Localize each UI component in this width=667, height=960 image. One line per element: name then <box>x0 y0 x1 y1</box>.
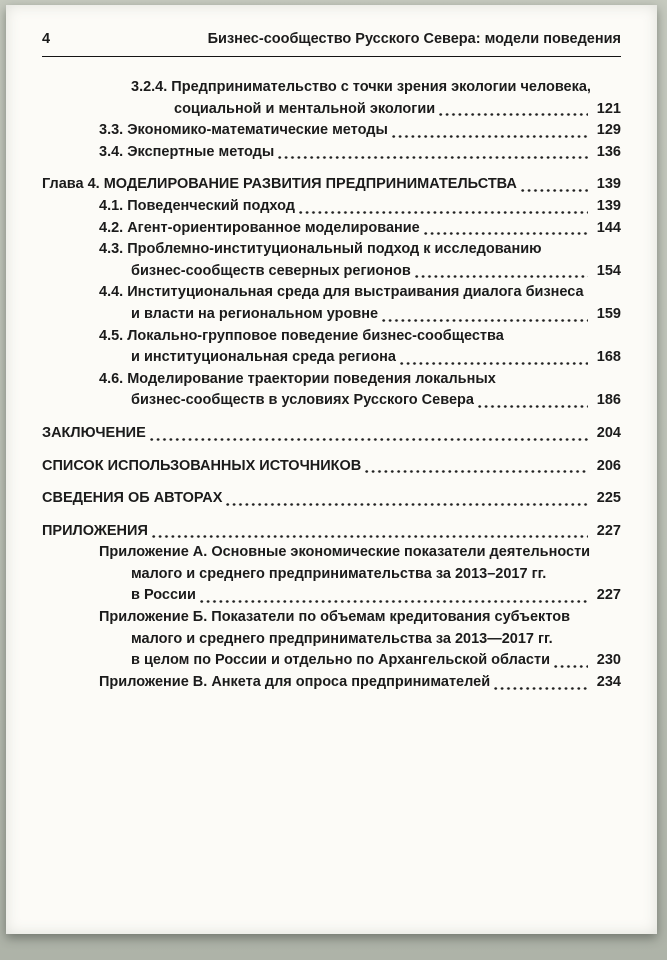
dot-leader <box>439 113 588 116</box>
toc-entry-text: 4.6. Моделирование траектории поведения локальных <box>99 370 496 387</box>
toc-entry-text: Приложение В. Анкета для опроса предпринимателей <box>99 673 491 690</box>
toc-entry-line <box>42 542 621 564</box>
dot-leader <box>400 362 588 365</box>
toc-entry-line <box>42 347 621 369</box>
toc-entry-line <box>42 650 621 672</box>
toc-entry-text: в России <box>131 587 196 604</box>
running-head: Бизнес-сообщество Русского Севера: модели поведения <box>207 31 621 47</box>
toc-page-ref: 144 <box>596 219 621 236</box>
toc-entry-text: 3.4. Экспертные методы <box>99 143 275 160</box>
toc-entry <box>42 456 621 478</box>
toc-entry-line <box>42 120 621 142</box>
toc-page-ref: 139 <box>596 176 621 193</box>
dot-leader <box>521 189 588 192</box>
toc-page-ref: 227 <box>596 587 621 604</box>
toc-entry-line <box>42 423 621 445</box>
toc-entry <box>42 239 621 282</box>
toc-entry-text: Глава 4. МОДЕЛИРОВАНИЕ РАЗВИТИЯ ПРЕДПРИНИМАТЕЛЬСТВА <box>42 176 517 193</box>
toc-entry <box>42 282 621 325</box>
toc-entry-text: бизнес-сообществ в условиях Русского Севера <box>131 392 474 409</box>
toc-entry-line <box>42 629 621 651</box>
book-page <box>6 5 657 934</box>
toc-entry-line <box>42 521 621 543</box>
toc-entry-line <box>42 142 621 164</box>
toc-entry-text: 4.3. Проблемно-институциональный подход к исследованию <box>99 241 542 258</box>
toc-page-ref: 206 <box>596 457 621 474</box>
dot-leader <box>278 156 588 159</box>
dot-leader <box>299 211 588 214</box>
toc-entry <box>42 326 621 369</box>
toc-page-ref: 227 <box>596 522 621 539</box>
toc-entry-line <box>42 672 621 694</box>
dot-leader <box>200 600 588 603</box>
toc-entry-line <box>42 304 621 326</box>
toc-entry <box>42 120 621 142</box>
toc-entry-line <box>42 488 621 510</box>
toc-entry-text: малого и среднего предпринимательства за 2013–2017 гг. <box>131 565 547 582</box>
page-number: 4 <box>42 31 51 47</box>
toc-entry-text: социальной и ментальной экологии <box>174 100 436 117</box>
dot-leader <box>554 665 588 668</box>
toc-entry <box>42 488 621 510</box>
toc-entry-line <box>42 390 621 412</box>
dot-leader <box>415 275 588 278</box>
toc-page-ref: 139 <box>596 197 621 214</box>
page-header <box>42 31 621 56</box>
toc-entry-line <box>42 585 621 607</box>
toc-entry <box>42 142 621 164</box>
toc-entry <box>42 672 621 694</box>
toc-entry-line <box>42 282 621 304</box>
toc-page-ref: 230 <box>596 652 621 669</box>
toc-entry-line <box>42 607 621 629</box>
toc-page-ref: 159 <box>596 305 621 322</box>
toc-entry-line <box>42 261 621 283</box>
toc-page-ref: 129 <box>596 122 621 139</box>
toc-entry-text: 3.2.4. Предпринимательство с точки зрения экологии человека, <box>131 79 591 95</box>
header-rule <box>42 56 621 57</box>
dot-leader <box>478 405 588 408</box>
toc-entry <box>42 174 621 196</box>
toc-entry-text: Приложение Б. Показатели по объемам кредитования субъектов <box>99 609 570 626</box>
toc-entry <box>42 369 621 412</box>
toc-entry <box>42 196 621 218</box>
toc-entry-text: СВЕДЕНИЯ ОБ АВТОРАХ <box>42 490 223 507</box>
dot-leader <box>382 319 588 322</box>
toc-page-ref: 136 <box>596 143 621 160</box>
toc-page-ref: 204 <box>596 424 621 441</box>
toc-entry-text: в целом по России и отдельно по Архангельской области <box>131 652 550 669</box>
table-of-contents <box>42 77 621 693</box>
toc-page-ref: 225 <box>596 490 621 507</box>
dot-leader <box>494 687 588 690</box>
toc-page-ref: 168 <box>596 349 621 366</box>
toc-entry-text: и власти на региональном уровне <box>131 305 379 322</box>
toc-entry-text: ПРИЛОЖЕНИЯ <box>42 522 148 539</box>
toc-entry <box>42 607 621 672</box>
toc-entry-text: малого и среднего предпринимательства за 2013—2017 гг. <box>131 630 553 647</box>
toc-entry-line <box>42 218 621 240</box>
toc-entry-text: 3.3. Экономико-математические методы <box>99 122 388 139</box>
toc-entry-text: СПИСОК ИСПОЛЬЗОВАННЫХ ИСТОЧНИКОВ <box>42 457 362 474</box>
toc-page-ref: 154 <box>596 262 621 279</box>
toc-entry <box>42 218 621 240</box>
toc-entry-text: и институциональная среда региона <box>131 349 397 366</box>
toc-entry-text: 4.2. Агент-ориентированное моделирование <box>99 219 420 236</box>
toc-entry <box>42 521 621 543</box>
toc-entry-line <box>42 564 621 586</box>
dot-leader <box>424 232 588 235</box>
dot-leader <box>152 535 588 538</box>
toc-entry-text: бизнес-сообществ северных регионов <box>131 262 411 279</box>
toc-entry-line <box>42 77 621 99</box>
toc-page-ref: 186 <box>596 392 621 409</box>
dot-leader <box>150 438 588 441</box>
toc-entry-text: 4.1. Поведенческий подход <box>99 197 295 214</box>
toc-entry <box>42 77 621 120</box>
dot-leader <box>226 503 588 506</box>
dot-leader <box>365 470 588 473</box>
toc-entry-line <box>42 456 621 478</box>
toc-entry-line <box>42 174 621 196</box>
toc-entry-line <box>42 326 621 348</box>
toc-entry-text: ЗАКЛЮЧЕНИЕ <box>42 424 146 441</box>
dot-leader <box>392 135 588 138</box>
toc-entry-line <box>42 369 621 391</box>
toc-entry <box>42 542 621 607</box>
toc-entry-line <box>42 99 621 121</box>
toc-entry-text: 4.4. Институциональная среда для выстраивания диалога бизнеса <box>99 284 584 301</box>
toc-entry-text: Приложение А. Основные экономические показатели деятельности <box>99 544 591 561</box>
toc-entry <box>42 423 621 445</box>
toc-entry-line <box>42 239 621 261</box>
toc-page-ref: 234 <box>596 673 621 690</box>
toc-entry-text: 4.5. Локально-групповое поведение бизнес-сообщества <box>99 327 504 344</box>
toc-page-ref: 121 <box>596 100 621 117</box>
toc-entry-line <box>42 196 621 218</box>
